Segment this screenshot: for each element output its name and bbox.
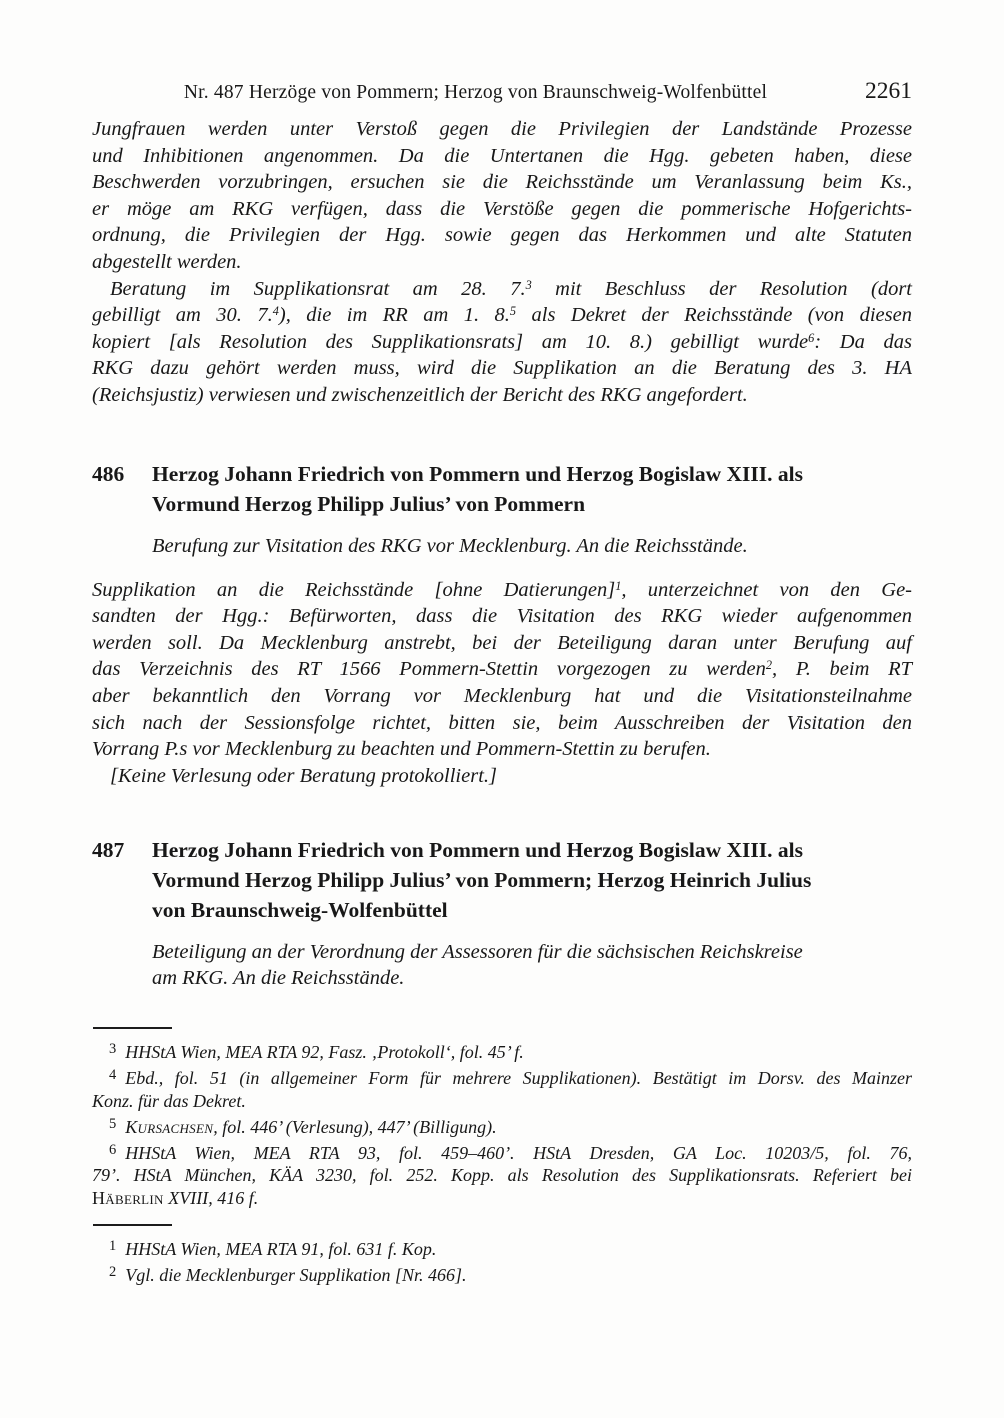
text-line: werden soll. Da Mecklenburg anstrebt, bei der Beteiligung daran unter Berufung auf — [92, 631, 912, 654]
footnote-number: 4 — [109, 1067, 117, 1084]
text-line: Häberlin XVIII, 416 f. — [92, 1188, 259, 1209]
text-line: gebilligt am 30. 7.$^4$), die im RR am 1. 8.$^5$ als Dekret der Reichsstände (von diesen — [92, 304, 912, 327]
footnote-2 — [92, 1261, 912, 1287]
text-line: kopiert [als Resolution des Supplikationsrats] am 10. 8.) gebilligt wurde$^6$: Da das — [92, 330, 913, 353]
deliberation-paragraph — [92, 276, 912, 409]
footnote-marker: 6 — [808, 330, 815, 345]
entry-487-subject — [152, 939, 912, 991]
text-line: Konz. für das Dekret. — [92, 1090, 246, 1111]
entry-487-number: 487 — [92, 838, 125, 863]
entry-487-heading — [92, 835, 912, 925]
text-line: $^6$ HHStA Wien, MEA RTA 93, fol. 459–460’. HStA Dresden, GA Loc. 10203/5, fol. 76, — [109, 1141, 912, 1163]
footnote-4 — [92, 1064, 912, 1113]
footnote-marker: 5 — [509, 304, 517, 319]
footnote-6 — [92, 1139, 912, 1211]
text-line: sich nach der Sessionsfolge richtet, bitten sie, beim Ausschreiben der Visitation den — [92, 711, 912, 734]
entry-487 — [92, 835, 912, 991]
footnote-number: 2 — [109, 1264, 117, 1281]
text-line: $^2$ Vgl. die Mecklenburger Supplikation [Nr. 466]. — [109, 1264, 467, 1285]
text-line: $^4$ Ebd., fol. 51 (in allgemeiner Form für mehrere Supplikationen). Bestätigt im Dorsv. des Mainzer — [109, 1067, 912, 1088]
running-head-title: Nr. 487 Herzöge von Pommern; Herzog von Braunschweig-Wolfenbüttel — [183, 82, 768, 103]
footnote-1 — [92, 1235, 912, 1261]
text-line: sandten der Hgg.: Befürworten, dass die Visitation des RKG wieder aufgenommen — [92, 605, 912, 628]
text-line: $^5$ Kursachsen, fol. 446’ (Verlesung), 447’ (Billigung). — [109, 1115, 497, 1137]
entry-486-number: 486 — [92, 461, 125, 486]
text-line: $^1$ HHStA Wien, MEA RTA 91, fol. 631 f. Kop. — [109, 1238, 437, 1260]
summary-paragraph — [92, 116, 912, 276]
footnote-number: 5 — [109, 1115, 117, 1132]
footnote-rule — [93, 1224, 172, 1226]
footnote-list-a — [92, 1038, 912, 1210]
entry-486-heading — [92, 459, 912, 519]
footnote-number: 1 — [109, 1238, 117, 1255]
footnote-marker: 4 — [272, 304, 279, 319]
running-head — [92, 78, 912, 104]
text-line: von Braunschweig-Wolfenbüttel — [152, 898, 448, 923]
footnote-rule — [93, 1027, 172, 1029]
footnote-5 — [92, 1113, 912, 1139]
text-line: Vorrang P.s vor Mecklenburg zu beachten und Pommern-Stettin zu berufen. — [92, 738, 711, 761]
entry-486-body — [92, 577, 912, 763]
footnote-3 — [92, 1038, 912, 1064]
text-line: RKG dazu gehört werden muss, wird die Supplikation an die Beratung des 3. HA — [92, 357, 912, 380]
text-line: $^3$ HHStA Wien, MEA RTA 92, Fasz. ‚Protokoll‘, fol. 45’ f. — [109, 1041, 524, 1063]
text-line: Herzog Johann Friedrich von Pommern und Herzog Bogislaw XIII. als — [152, 461, 803, 486]
page-number: 2261 — [865, 78, 912, 104]
text-line: abgestellt werden. — [92, 250, 242, 273]
text-line: ordnung, die Privilegien der Hgg. sowie gegen das Herkommen und alte Statuten — [92, 224, 912, 247]
text-line: [Keine Verlesung oder Beratung protokolliert.] — [110, 764, 497, 787]
footnote-list-b — [92, 1235, 912, 1287]
type-area — [92, 78, 912, 1287]
text-line: Beratung im Supplikationsrat am 28. 7.$^3$ mit Beschluss der Resolution (dort — [110, 277, 912, 300]
text-line: (Reichsjustiz) verwiesen und zwischenzeitlich der Bericht des RKG angefordert. — [92, 383, 748, 406]
footnote-marker: 1 — [615, 578, 622, 593]
text-line: Berufung zur Visitation des RKG vor Mecklenburg. An die Reichsstände. — [152, 534, 748, 557]
text-line: aber bekanntlich den Vorrang vor Mecklenburg hat und die Visitationsteilnahme — [92, 684, 912, 707]
footnote-marker: 2 — [765, 658, 772, 673]
footnote-number: 6 — [109, 1141, 117, 1158]
footnote-marker: 3 — [525, 277, 532, 292]
footnote-number: 3 — [109, 1041, 117, 1058]
text-line: Herzog Johann Friedrich von Pommern und Herzog Bogislaw XIII. als — [152, 838, 803, 863]
text-line: 79’. HStA München, KÄA 3230, fol. 252. Kopp. als Resolution des Supplikationsrats. Referiert bei — [92, 1165, 912, 1186]
text-line: Jungfrauen werden unter Verstoß gegen die Privilegien der Landstände Prozesse — [92, 118, 912, 140]
text-line: Vormund Herzog Philipp Julius’ von Pommern — [152, 491, 586, 516]
text-line: er möge am RKG verfügen, dass die Verstöße gegen die pommerische Hofgerichts- — [92, 197, 912, 220]
text-line: Beteiligung an der Verordnung der Assessoren für die sächsischen Reichskreise — [152, 941, 803, 964]
entry-486-subject — [152, 533, 912, 559]
text-line: und Inhibitionen angenommen. Da die Untertanen die Hgg. gebeten haben, diese — [92, 144, 912, 167]
footnote-section-a — [92, 1027, 912, 1210]
footnote-section-b — [92, 1224, 912, 1287]
entry-486 — [92, 459, 912, 790]
text-line: Supplikation an die Reichsstände [ohne Datierungen]$^1$, unterzeichnet von den Ge- — [92, 578, 912, 601]
text-line: das Verzeichnis des RT 1566 Pommern-Stettin vorgezogen zu werden$^2$, P. beim RT — [92, 658, 912, 681]
text-line: Beschwerden vorzubringen, ersuchen sie die Reichsstände um Veranlassung beim Ks., — [92, 171, 912, 194]
small-caps-citation: Kursachsen — [125, 1116, 214, 1137]
entry-487-title — [152, 835, 912, 925]
entry-486-procedural-note — [92, 763, 912, 790]
text-line: am RKG. An die Reichsstände. — [152, 967, 405, 990]
small-caps-citation: Häberlin — [92, 1188, 164, 1209]
entry-486-title — [152, 459, 912, 519]
text-line: Vormund Herzog Philipp Julius’ von Pommern; Herzog Heinrich Julius — [152, 868, 812, 893]
